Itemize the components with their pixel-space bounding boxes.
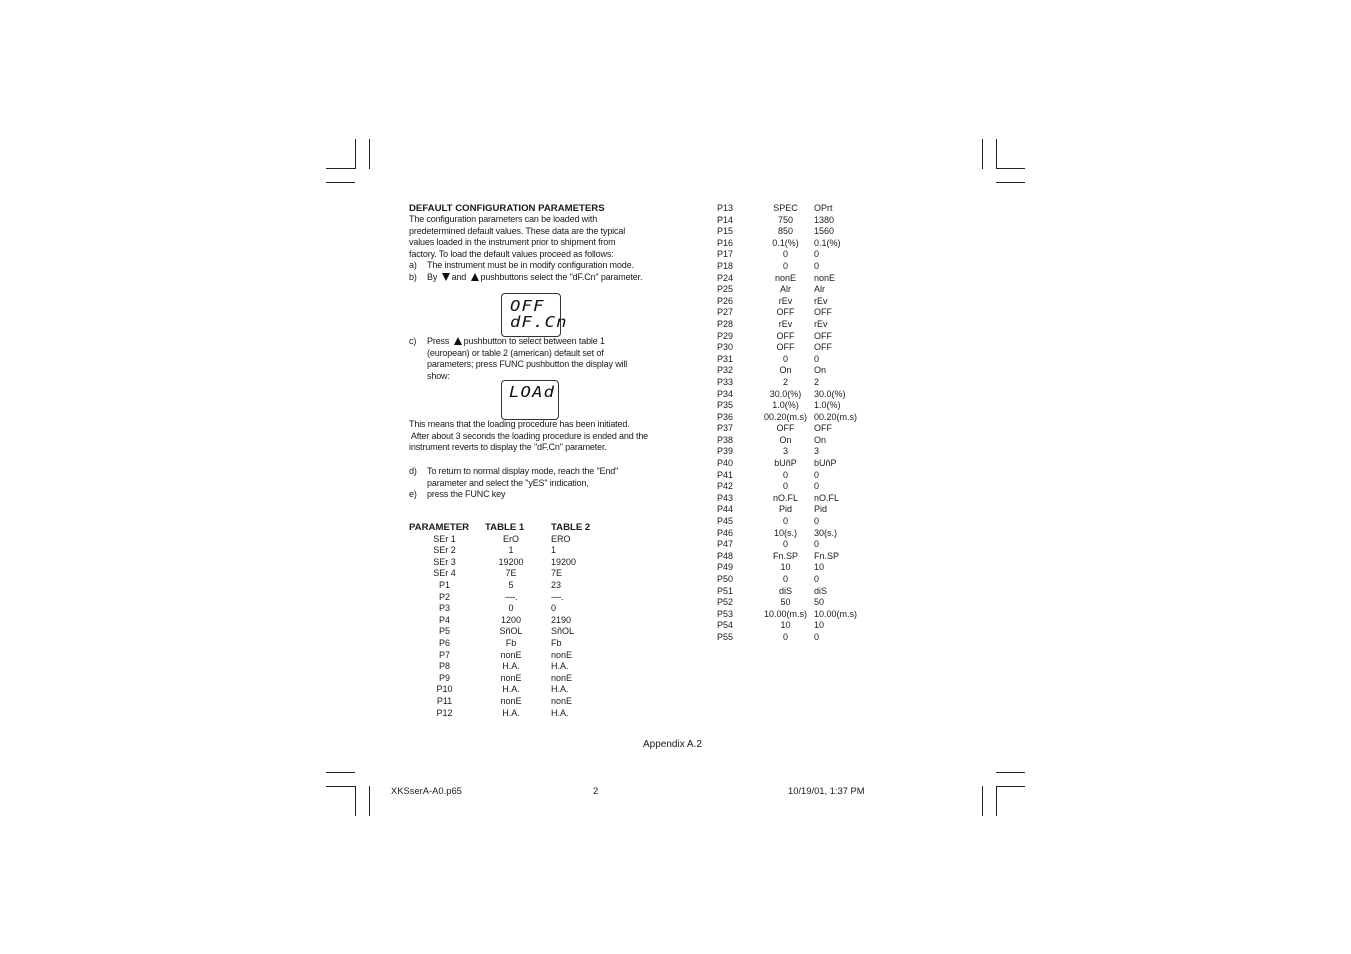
table1-cell: 0	[508, 603, 514, 614]
table1-cell: 1	[508, 545, 514, 556]
parameter-cell: P50	[717, 574, 734, 584]
intro-line: factory. To load the default values proceed as follows:	[409, 248, 614, 259]
table2-cell: 7E	[551, 568, 563, 579]
table-row	[717, 400, 864, 412]
table2-cell: nonE	[814, 272, 836, 283]
table1-cell: Fb	[505, 637, 517, 648]
parameter-cell: SEr 4	[433, 568, 456, 579]
up-triangle-icon	[454, 337, 462, 345]
table2-cell: OFF	[814, 330, 832, 341]
table1-cell: rEv	[778, 295, 793, 306]
parameter-cell: P3	[438, 603, 450, 614]
parameter-cell: P53	[717, 608, 734, 619]
parameter-table-right	[717, 203, 864, 644]
parameter-cell: P13	[717, 203, 734, 213]
intro-paragraph	[409, 214, 659, 284]
table2-cell: 23	[551, 579, 562, 590]
table1-cell: 1200	[500, 614, 522, 625]
parameter-cell: P48	[717, 550, 734, 561]
table2-cell: On	[814, 434, 827, 445]
steps-d-e: d) To return to normal display mode, reach the "End" parameter and select the "yES" indication, e) press the FUNC key	[409, 466, 619, 500]
table2-cell: 0.1(%)	[814, 237, 841, 248]
table1-cell: rEv	[778, 318, 793, 329]
table1-cell: 1.0(%)	[772, 400, 799, 411]
table-row	[717, 423, 864, 435]
table1-cell: SPEC	[773, 203, 798, 213]
table2-cell: 1560	[814, 226, 835, 237]
parameter-cell: P18	[717, 260, 734, 271]
table2-cell: 0	[814, 260, 820, 271]
table1-cell: Fn.SP	[772, 550, 798, 561]
table-row	[717, 238, 864, 250]
parameter-cell: P49	[717, 562, 734, 573]
table1-cell: ErO	[502, 533, 519, 544]
table-row	[409, 638, 601, 650]
table-row	[409, 615, 601, 627]
table2-cell: 50	[814, 597, 825, 608]
table-row	[717, 249, 864, 261]
table2-cell: 0	[814, 249, 820, 260]
table-row	[717, 261, 864, 273]
step-a: a) The instrument must be in modify configuration mode.	[409, 260, 634, 271]
header-table1: TABLE 1	[485, 522, 525, 533]
parameter-cell: P46	[717, 527, 734, 538]
parameter-cell: P25	[717, 284, 734, 295]
table2-cell: H.A.	[551, 707, 569, 718]
table1-cell: SñOL	[499, 626, 523, 637]
parameter-cell: P4	[438, 614, 450, 625]
table1-cell: nonE	[500, 649, 522, 660]
parameter-cell: P8	[438, 661, 450, 672]
table2-cell: 0	[814, 539, 820, 550]
table1-cell: OFF	[776, 330, 795, 341]
table1-cell: Pid	[778, 504, 792, 515]
table1-cell: 3	[782, 446, 788, 457]
table2-cell: OFF	[814, 423, 832, 434]
table2-cell: Fb	[551, 637, 562, 648]
table2-cell: 1.0(%)	[814, 400, 841, 411]
parameter-cell: P51	[717, 585, 734, 596]
step-b: b) By and pushbuttons select the "dF.Cn" parameter.	[409, 271, 643, 282]
table-row	[717, 528, 864, 540]
table2-cell: Fn.SP	[814, 550, 840, 561]
table-row	[409, 568, 601, 580]
table2-cell: ERO	[551, 533, 571, 544]
table2-cell: 10	[814, 562, 825, 573]
parameter-cell: SEr 3	[433, 556, 456, 567]
table2-cell: 00.20(m.s)	[814, 411, 858, 422]
parameter-cell: P9	[438, 672, 450, 683]
table-row	[717, 307, 864, 319]
table1-cell: OFF	[776, 307, 795, 318]
table1-cell: 10(s.)	[773, 527, 797, 538]
table2-cell: Alr	[814, 284, 825, 295]
parameter-cell: P32	[717, 365, 734, 376]
parameter-cell: P31	[717, 353, 734, 364]
table-row	[409, 684, 601, 696]
parameter-cell: P40	[717, 458, 734, 469]
parameter-cell: P55	[717, 631, 734, 642]
table2-cell: diS	[814, 585, 828, 596]
table-row	[717, 620, 864, 632]
table1-cell: 0	[782, 631, 788, 642]
table-row	[717, 331, 864, 343]
table2-cell: H.A.	[551, 661, 569, 672]
footer-page: 2	[593, 785, 599, 796]
table1-cell: H.A.	[502, 661, 520, 672]
parameter-cell: P37	[717, 423, 734, 434]
table1-cell: ----.	[505, 591, 517, 602]
parameter-cell: P2	[438, 591, 450, 602]
table-row	[717, 446, 864, 458]
parameter-cell: P26	[717, 295, 734, 306]
table1-cell: 7E	[505, 568, 517, 579]
table-row	[409, 580, 601, 592]
table2-cell: 2190	[551, 614, 572, 625]
table1-cell: 0	[782, 353, 788, 364]
table2-cell: rEv	[814, 318, 828, 329]
table1-cell: 10	[780, 562, 791, 573]
table2-cell: ----.	[551, 591, 563, 602]
loading-paragraph: This means that the loading procedure has been initiated. After about 3 seconds the loading procedure is ended and the instrument reverts to display the "dF.Cn" parameter.	[409, 419, 649, 453]
footer-timestamp: 10/19/01, 1:37 PM	[788, 785, 865, 796]
table2-cell: nonE	[551, 649, 573, 660]
table-row	[717, 296, 864, 308]
table-row	[717, 226, 864, 238]
table1-cell: 0	[782, 249, 788, 260]
table1-cell: 50	[780, 597, 791, 608]
parameter-cell: P45	[717, 516, 734, 527]
table1-cell: Alr	[780, 284, 791, 295]
section-title: DEFAULT CONFIGURATION PARAMETERS	[409, 203, 605, 214]
table-row	[717, 273, 864, 285]
table-row	[409, 592, 601, 604]
table-row	[717, 435, 864, 447]
table1-cell: nonE	[500, 695, 522, 706]
table1-cell: bUñP	[774, 458, 797, 469]
parameter-cell: P47	[717, 539, 734, 550]
table-row	[409, 661, 601, 673]
intro-line: The configuration parameters can be loaded with	[409, 214, 598, 224]
parameter-cell: P28	[717, 318, 734, 329]
table1-cell: 0	[782, 539, 788, 550]
table-row	[717, 215, 864, 227]
parameter-cell: P7	[438, 649, 450, 660]
parameter-cell: P38	[717, 434, 734, 445]
table-row	[717, 458, 864, 470]
parameter-cell: P39	[717, 446, 734, 457]
table-row	[409, 626, 601, 638]
parameter-cell: P10	[436, 684, 453, 695]
table2-cell: nonE	[551, 695, 573, 706]
table1-cell: 2	[782, 376, 788, 387]
parameter-cell: P54	[717, 620, 734, 631]
table2-cell: OFF	[814, 342, 832, 353]
down-triangle-icon	[442, 273, 450, 281]
table-row	[717, 470, 864, 482]
parameter-cell: P11	[436, 695, 453, 706]
table2-cell: 30.0(%)	[814, 388, 846, 399]
table-row	[717, 574, 864, 586]
table2-cell: 0	[814, 574, 820, 584]
table1-cell: 750	[777, 214, 794, 225]
lcd-line-2: dF.Cn	[510, 313, 568, 331]
table1-cell: On	[779, 434, 792, 445]
table2-cell: 0	[814, 516, 820, 527]
table2-cell: SñOL	[551, 626, 575, 637]
table-row	[717, 551, 864, 563]
table-row	[717, 377, 864, 389]
table-row	[717, 284, 864, 296]
table2-cell: 10	[814, 620, 825, 631]
parameter-cell: P6	[438, 637, 450, 648]
table-row	[717, 365, 864, 377]
table-row	[717, 609, 864, 621]
table-row	[717, 562, 864, 574]
parameter-cell: P35	[717, 400, 734, 411]
parameter-cell: P43	[717, 492, 734, 503]
header-table2: TABLE 2	[551, 522, 591, 533]
table-row	[409, 650, 601, 662]
table2-cell: 30(s.)	[814, 527, 838, 538]
table-row	[717, 412, 864, 424]
table-row	[717, 389, 864, 401]
table-row	[717, 319, 864, 331]
table1-cell: 0	[782, 260, 788, 271]
parameter-cell: P14	[717, 214, 734, 225]
table2-cell: 0	[814, 631, 820, 642]
intro-line: values loaded in the instrument prior to shipment from	[409, 237, 616, 248]
page-label: Appendix A.2	[643, 739, 702, 750]
table-row	[717, 504, 864, 516]
parameter-cell: SEr 2	[433, 545, 456, 556]
table1-cell: 0	[782, 516, 788, 527]
table1-cell: 0	[782, 574, 788, 584]
parameter-cell: P44	[717, 504, 734, 515]
step-c: c) Press pushbutton to select between table 1 (european) or table 2 (american) default set of parameters; press FUNC pushbutton the display will show:	[409, 336, 628, 381]
parameter-cell: P1	[438, 579, 450, 590]
parameter-cell: P30	[717, 342, 734, 353]
table1-cell: 19200	[498, 556, 524, 567]
table1-cell: 0	[782, 469, 788, 480]
table2-cell: OPrt	[814, 203, 833, 213]
table-row	[409, 603, 601, 615]
table2-cell: 3	[814, 446, 820, 457]
table2-cell: OFF	[814, 307, 832, 318]
table2-cell: 0	[814, 481, 820, 492]
parameter-cell: P12	[436, 707, 453, 718]
table-row	[409, 545, 601, 557]
table2-cell: bUñP	[814, 458, 837, 469]
table1-cell: 0	[782, 481, 788, 492]
table2-cell: nO.FL	[814, 492, 840, 503]
table2-cell: 0	[814, 469, 820, 480]
parameter-cell: P5	[438, 626, 450, 637]
table-row	[409, 557, 601, 569]
lcd-display-dfcn	[501, 293, 568, 337]
parameter-cell: P27	[717, 307, 734, 318]
parameter-cell: P36	[717, 411, 734, 422]
parameter-cell: P41	[717, 469, 734, 480]
parameter-cell: P34	[717, 388, 734, 399]
table1-cell: H.A.	[502, 684, 520, 695]
table2-cell: 19200	[551, 556, 577, 567]
table2-cell: 1380	[814, 214, 835, 225]
table-row	[717, 342, 864, 354]
table-row	[409, 534, 601, 546]
parameter-cell: P15	[717, 226, 734, 237]
parameter-table-left	[409, 522, 601, 719]
table-row	[717, 586, 864, 598]
parameter-cell: SEr 1	[433, 533, 456, 544]
table1-cell: 10	[780, 620, 791, 631]
table1-cell: 5	[508, 579, 514, 590]
lcd-display-load	[501, 380, 559, 420]
table1-cell: nO.FL	[772, 492, 798, 503]
parameter-cell: P24	[717, 272, 734, 283]
table2-cell: Pid	[814, 504, 828, 515]
table-row	[717, 493, 864, 505]
parameter-cell: P29	[717, 330, 734, 341]
lcd-line-1: OFF	[510, 297, 545, 315]
parameter-cell: P42	[717, 481, 734, 492]
table2-cell: On	[814, 365, 827, 376]
table1-cell: nonE	[500, 672, 522, 683]
table-row	[717, 354, 864, 366]
table2-cell: nonE	[551, 672, 573, 683]
table2-cell: 2	[814, 376, 820, 387]
parameter-cell: P17	[717, 249, 734, 260]
parameter-cell: P52	[717, 597, 734, 608]
table1-cell: 10.00(m.s)	[763, 608, 807, 619]
header-parameter: PARAMETER	[409, 522, 470, 533]
table1-cell: On	[779, 365, 792, 376]
table2-cell: 0	[551, 603, 557, 614]
table1-cell: nonE	[774, 272, 797, 283]
parameter-cell: P16	[717, 237, 734, 248]
table-row	[717, 516, 864, 528]
lcd-line-1: LOAd	[509, 383, 556, 401]
table-row	[717, 632, 864, 644]
table1-cell: OFF	[776, 423, 795, 434]
table2-cell: H.A.	[551, 684, 569, 695]
table1-cell: 30.0(%)	[769, 388, 802, 399]
table-row	[409, 708, 601, 720]
table1-cell: H.A.	[502, 707, 520, 718]
table2-cell: 10.00(m.s)	[814, 608, 858, 619]
up-triangle-icon	[471, 273, 479, 281]
footer-file: XKSserA-A0.p65	[391, 785, 462, 796]
table-row	[717, 203, 864, 215]
table2-cell: 1	[551, 545, 557, 556]
table-row	[717, 597, 864, 609]
intro-line: predetermined default values. These data are the typical	[409, 225, 626, 236]
table2-cell: 0	[814, 353, 820, 364]
table1-cell: 0.1(%)	[772, 237, 799, 248]
table1-cell: 850	[777, 226, 794, 237]
table-row	[409, 696, 601, 708]
table1-cell: diS	[778, 585, 792, 596]
table-row	[409, 673, 601, 685]
table-row	[717, 481, 864, 493]
table1-cell: 00.20(m.s)	[763, 411, 807, 422]
table2-cell: rEv	[814, 295, 828, 306]
table1-cell: OFF	[776, 342, 795, 353]
table-row	[717, 539, 864, 551]
parameter-cell: P33	[717, 376, 734, 387]
